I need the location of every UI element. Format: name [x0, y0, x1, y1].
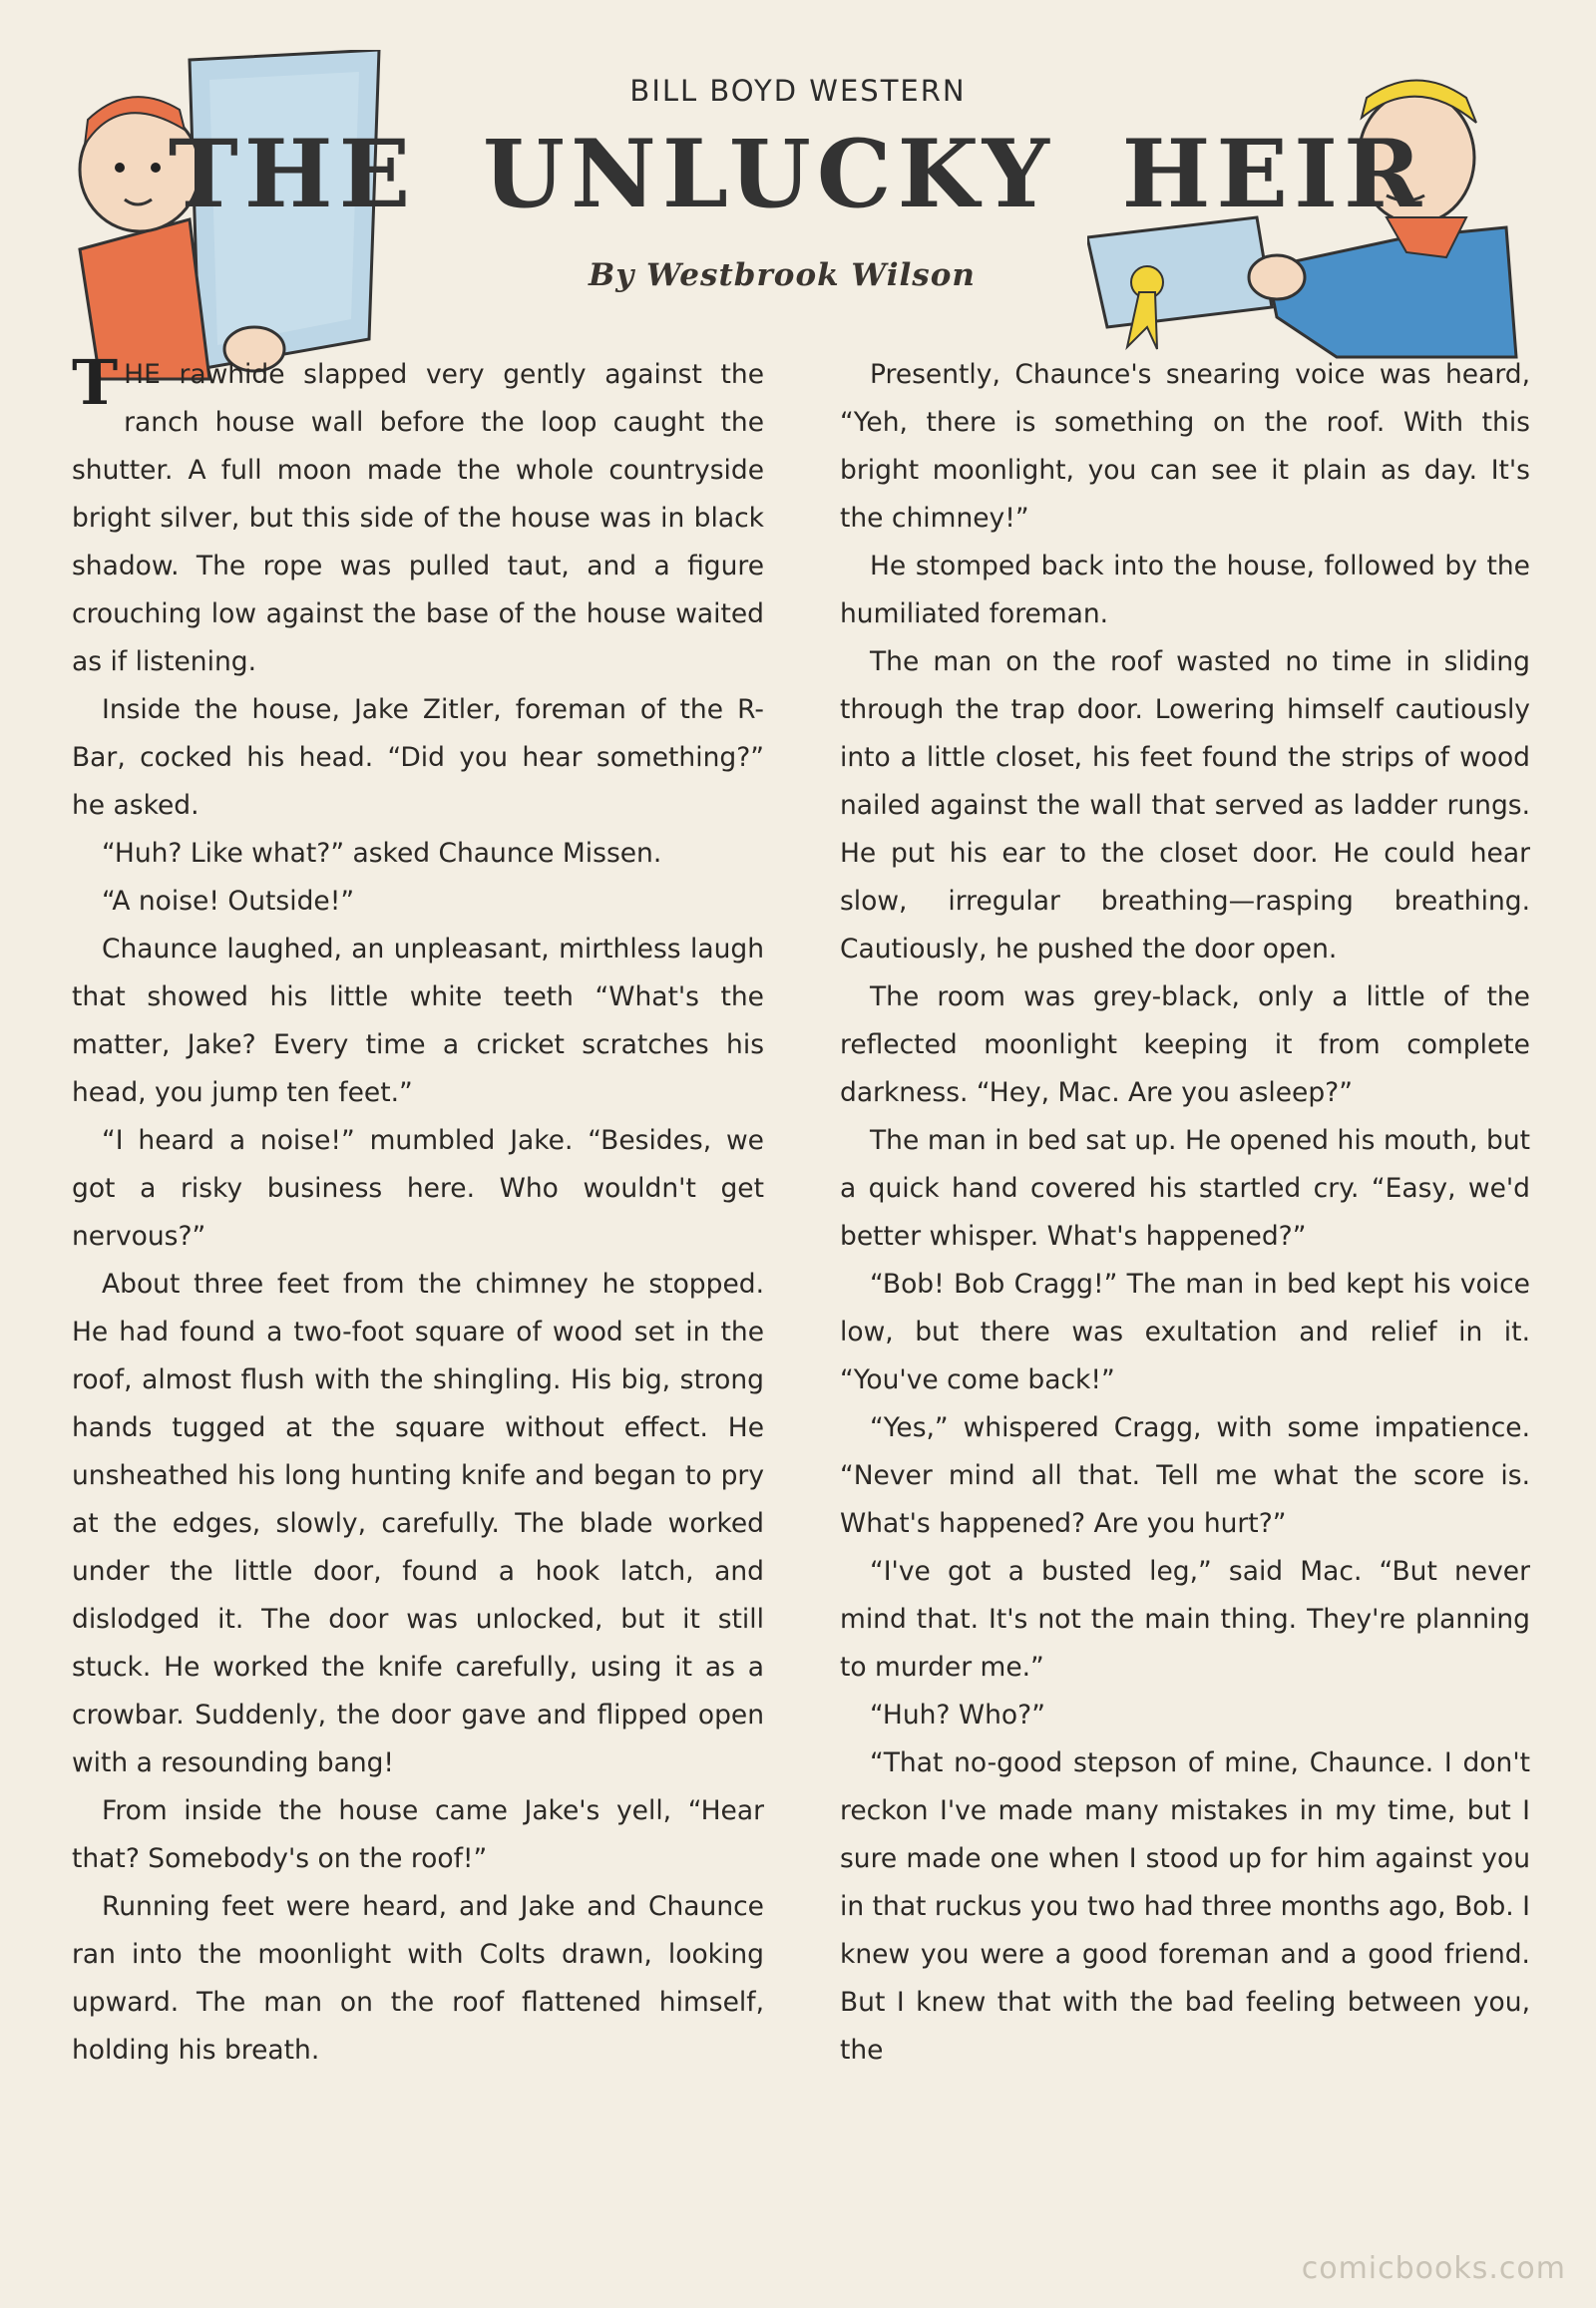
drop-cap: T [72, 346, 119, 419]
paragraph: The room was grey-black, only a little of the reflected moonlight keeping it from complete darkness. “Hey, Mac. Are you asleep?” [840, 981, 1530, 1108]
paragraph: He stomped back into the house, followed by the humiliated foreman. [840, 551, 1530, 629]
story-left-column [72, 346, 764, 2075]
paragraph: “That no-good stepson of mine, Chaunce. I don't reckon I've made many mistakes in my time, but I sure made one when I stood up for him against you in that ruckus you two had three months ago, Bob. I knew you were a good foreman and a good friend. But I knew that with the bad feeling between you, the [840, 1747, 1530, 2066]
paragraph: Presently, Chaunce's snearing voice was heard, “Yeh, there is something on the roof. With this bright moonlight, you can see it plain as day. It's the chimney!” [840, 359, 1530, 534]
paragraph: “A noise! Outside!” [102, 886, 355, 917]
paragraph: “Bob! Bob Cragg!” The man in bed kept his voice low, but there was exultation and relief in it. “You've come back!” [840, 1269, 1530, 1395]
series-label: BILL BOYD WESTERN [629, 74, 967, 108]
paragraph: About three feet from the chimney he stopped. He had found a two-foot square of wood set in the roof, almost flush with the shingling. His big, strong hands tugged at the square without effect. He unsheathed his long hunting knife and began to pry at the edges, slowly, carefully. The blade worked under the little door, found a hook latch, and dislodged it. The door was unlocked, but it still stuck. He worked the knife carefully, using it as a crowbar. Suddenly, the door gave and flipped open with a resounding bang! [72, 1269, 764, 1778]
paragraph: “I heard a noise!” mumbled Jake. “Besides, we got a risky business here. Who wouldn't get nervous?” [72, 1125, 764, 1252]
paragraph: The man on the roof wasted no time in sliding through the trap door. Lowering himself cautiously into a little closet, his feet found the strips of wood nailed against the wall that served as ladder rungs. He put his ear to the closet door. He could hear slow, irregular breathing—rasping breathing. Cautiously, he pushed the door open. [840, 646, 1530, 964]
paragraph: Running feet were heard, and Jake and Chaunce ran into the moonlight with Colts drawn, looking upward. The man on the roof flattened himself, holding his breath. [72, 1891, 764, 2066]
paragraph: “I've got a busted leg,” said Mac. “But never mind that. It's not the main thing. They're planning to murder me.” [840, 1556, 1530, 1683]
paragraph: The man in bed sat up. He opened his mouth, but a quick hand covered his startled cry. “Easy, we'd better whisper. What's happened?” [840, 1125, 1530, 1252]
paragraph: From inside the house came Jake's yell, “Hear that? Somebody's on the roof!” [72, 1795, 764, 1874]
paragraph: Chaunce laughed, an unpleasant, mirthless laugh that showed his little white teeth “What's the matter, Jake? Every time a cricket scratches his head, you jump ten feet.” [72, 934, 764, 1108]
paragraph: “Yes,” whispered Cragg, with some impatience. “Never mind all that. Tell me what the score is. What's happened? Are you hurt?” [840, 1412, 1530, 1539]
site-watermark: comicbooks.com [1301, 2251, 1566, 2286]
paragraph: THE rawhide slapped very gently against the ranch house wall before the loop caught the shutter. A full moon made the whole countryside bright silver, but this side of the house was in black shadow. The rope was pulled taut, and a figure crouching low against the base of the house waited as if listening. [72, 346, 764, 677]
paragraph: “Huh? Who?” [870, 1700, 1045, 1731]
story-title: THE UNLUCKY HEIR [168, 120, 1428, 229]
author-byline: By Westbrook Wilson [589, 257, 976, 293]
paragraph: Inside the house, Jake Zitler, foreman of the R-Bar, cocked his head. “Did you hear something?” he asked. [72, 694, 764, 821]
story-right-column [840, 351, 1530, 2075]
paragraph: “Huh? Like what?” asked Chaunce Missen. [102, 838, 662, 869]
